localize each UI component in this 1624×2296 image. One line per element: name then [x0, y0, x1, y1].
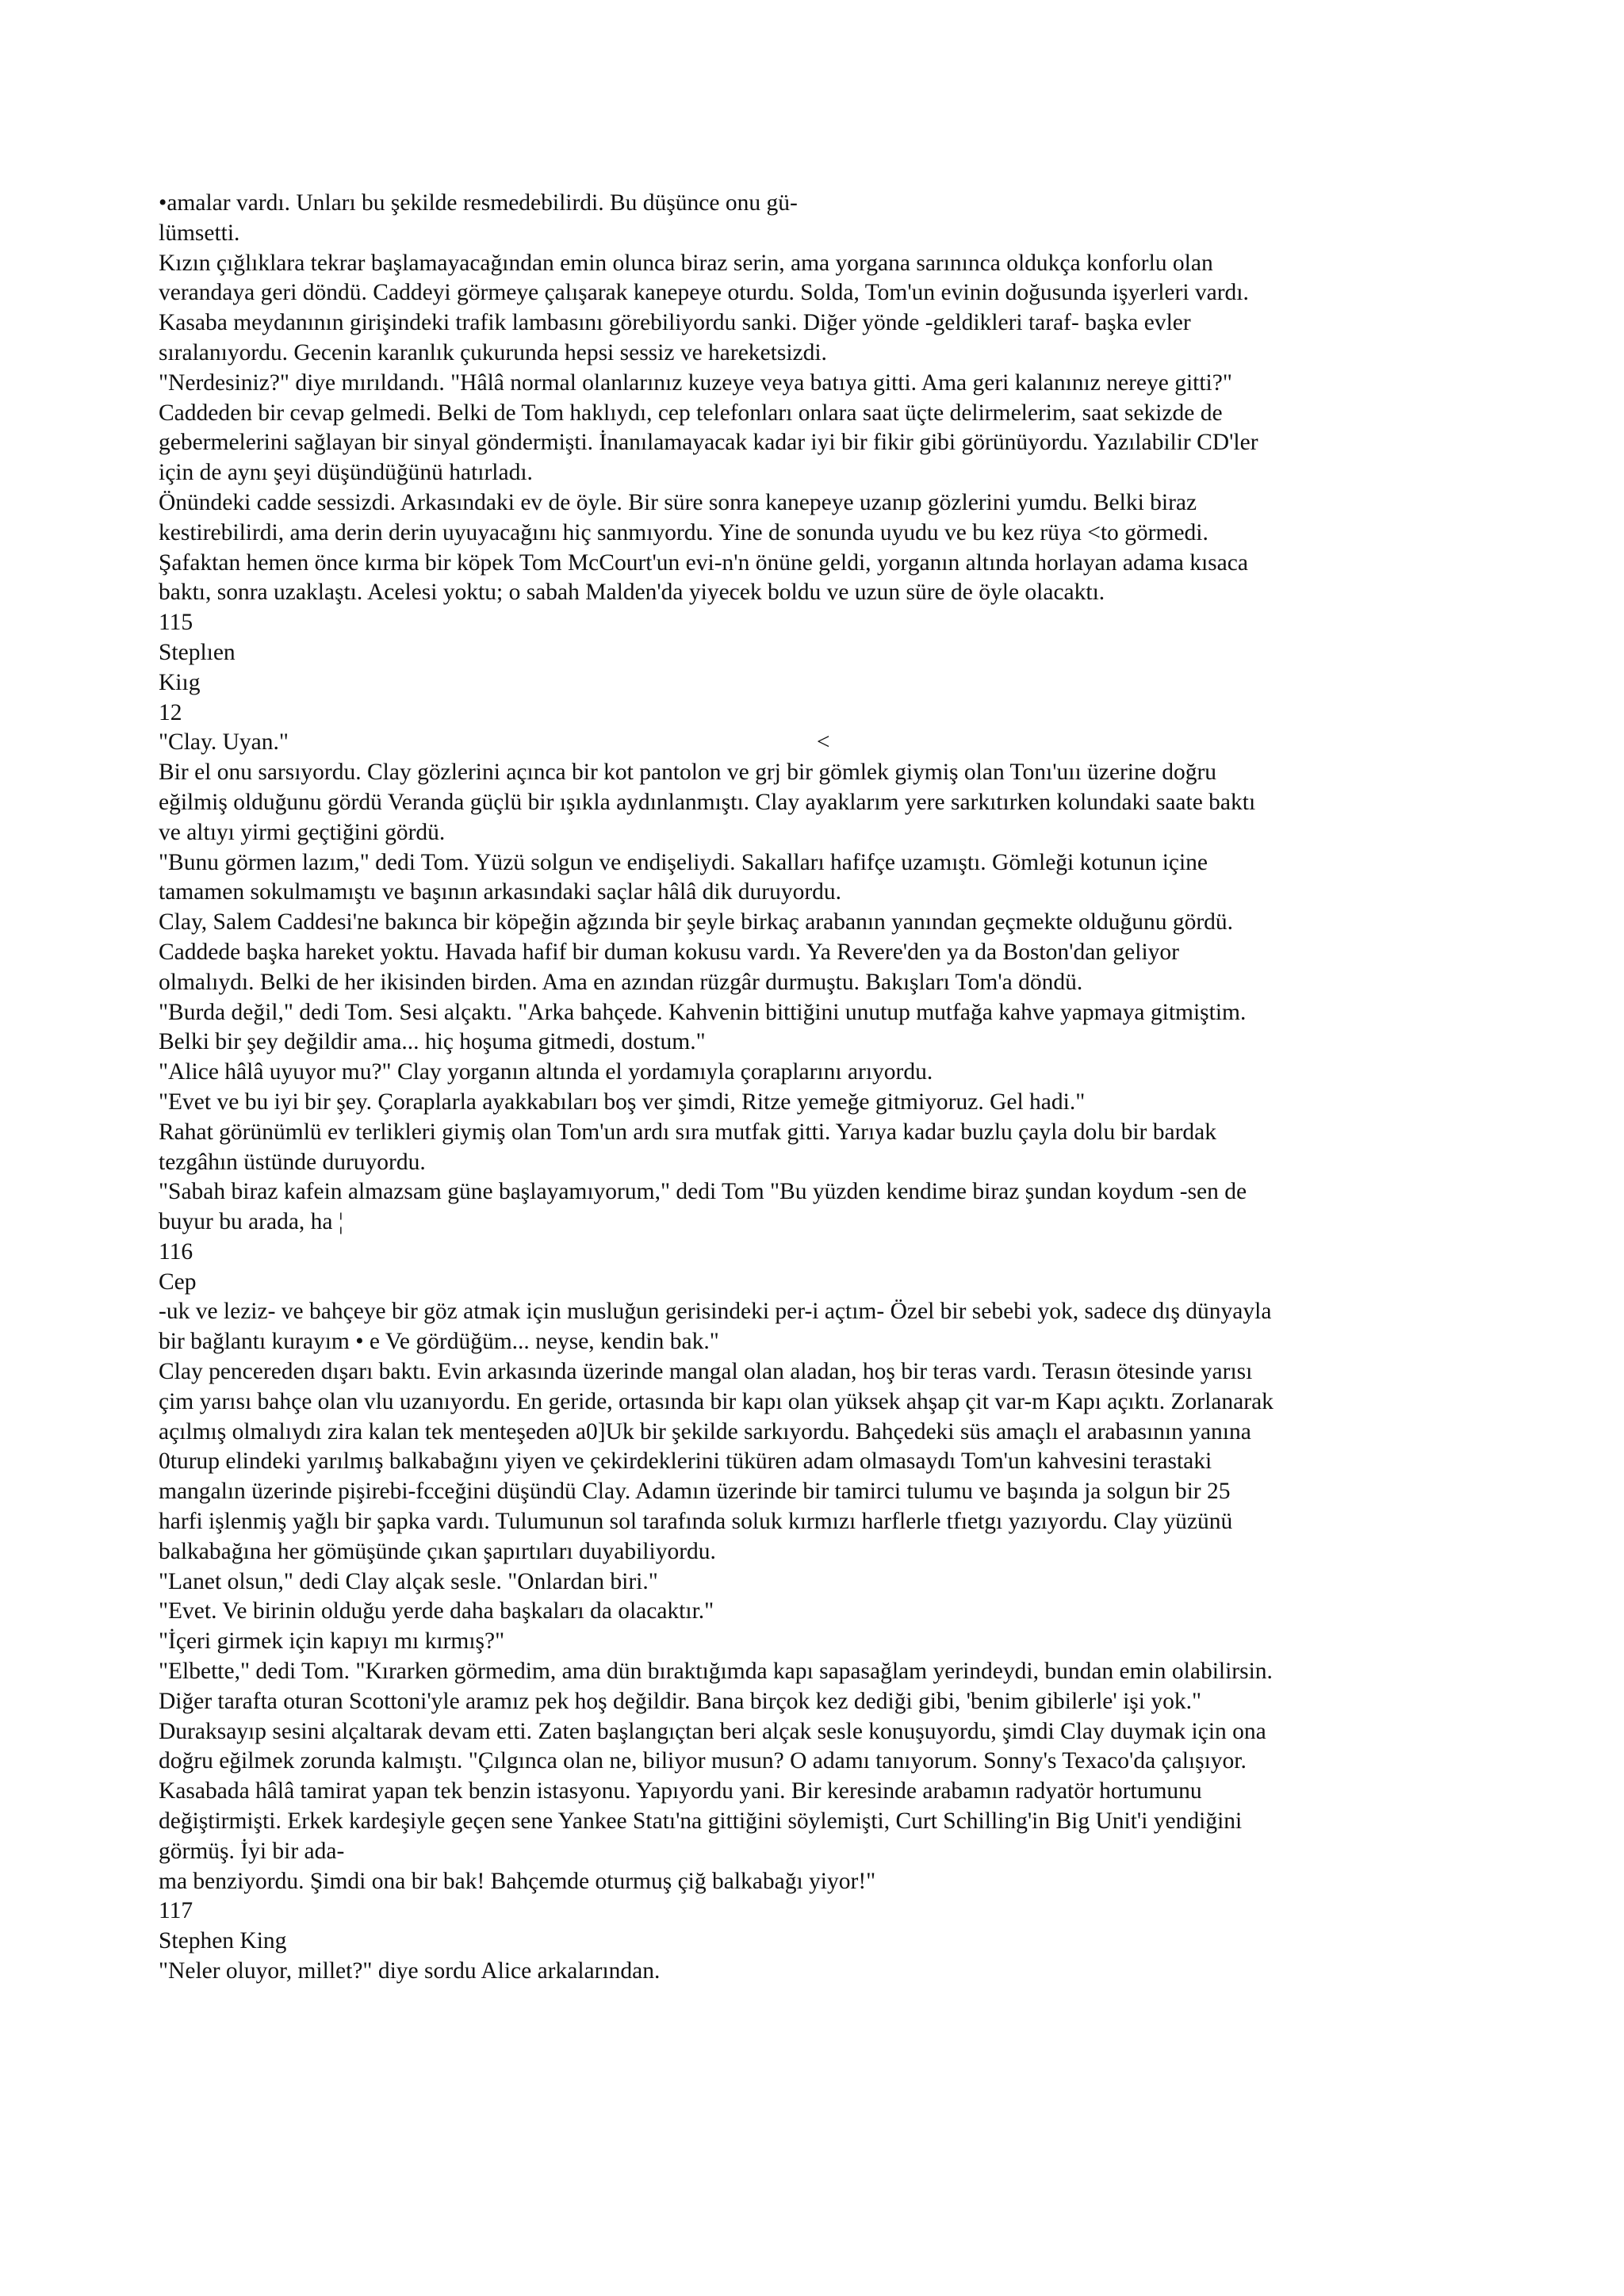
text-line: görmüş. İyi bir ada- — [159, 1838, 345, 1864]
text-line: 117 — [159, 1898, 193, 1924]
text-line: tamamen sokulmamıştı ve başının arkasındaki saçlar hâlâ dik duruyordu. — [159, 879, 842, 905]
text-line: "Bunu görmen lazım," dedi Tom. Yüzü solgun ve endişeliydi. Sakalları hafifçe uzamıştı. Gömleği kotunun içine — [159, 849, 1208, 875]
text-line: -uk ve leziz- ve bahçeye bir göz atmak için musluğun gerisindeki per-i açtım- Özel bir sebebi yok, sadece dış dünyayla — [159, 1299, 1272, 1325]
text-line: Kasabada hâlâ tamirat yapan tek benzin istasyonu. Yapıyordu yani. Bir keresinde arabamın radyatör hortumunu — [159, 1778, 1202, 1804]
text-line: ma benziyordu. Şimdi ona bir bak! Bahçemde oturmuş çiğ balkabağı yiyor!" — [159, 1868, 876, 1894]
document-page — [159, 189, 1475, 1987]
text-line: kestirebilirdi, ama derin derin uyuyacağını hiç sanmıyordu. Yine de sonunda uyudu ve bu kez rüya <to görmedi. — [159, 519, 1208, 545]
text-line: açılmış olmalıydı zira kalan tek menteşeden a0]Uk bir şekilde sarkıyordu. Bahçedeki süs amaçlı el arabasının yanına — [159, 1418, 1251, 1445]
text-line: "İçeri girmek için kapıyı mı kırmış?" — [159, 1628, 505, 1655]
text-line: ve altıyı yirmi geçtiğini gördü. — [159, 819, 446, 845]
text-line: "Alice hâlâ uyuyor mu?" Clay yorganın altında el yordamıyla çoraplarını arıyordu. — [159, 1059, 933, 1085]
text-line: •amalar vardı. Unları bu şekilde resmedebilirdi. Bu düşünce onu gü- — [159, 190, 798, 216]
text-line: Kızın çığlıklara tekrar başlamayacağından emin olunca biraz serin, ama yorgana sarınınca oldukça konforlu olan — [159, 250, 1213, 276]
text-line: Stephen King — [159, 1928, 287, 1954]
text-line: Duraksayıp sesini alçaltarak devam etti. Zaten başlangıçtan beri alçak sesle konuşuyordu, şimdi Clay duymak için ona — [159, 1718, 1266, 1744]
text-line: değiştirmişti. Erkek kardeşiyle geçen sene Yankee Statı'na gittiğini söylemişti, Curt Schilling'in Big Unit'i yendiğini — [159, 1808, 1243, 1835]
text-line: Clay, Salem Caddesi'ne bakınca bir köpeğin ağzında bir şeyle birkaç arabanın yanından geçmekte olduğunu gördü. — [159, 909, 1234, 936]
text-line: eğilmiş olduğunu gördü Veranda güçlü bir ışıkla aydınlanmıştı. Clay ayaklarım yere sarkıtırken kolundaki saate baktı — [159, 789, 1256, 815]
text-line: harfi işlenmiş yağlı bir şapka vardı. Tulumunun sol tarafında soluk kırmızı harflerle tfıetgı yazıyordu. Clay yüzünü — [159, 1509, 1233, 1535]
text-line: gebermelerini sağlayan bir sinyal göndermişti. İnanılamayacak kadar iyi bir fikir gibi görünüyordu. Yazılabilir CD'ler — [159, 430, 1258, 456]
text-line: "Burda değil," dedi Tom. Sesi alçaktı. "Arka bahçede. Kahvenin bittiğini unutup mutfağa kahve yapmaya gitmiştim. — [159, 999, 1247, 1025]
text-line: Belki bir şey değildir ama... hiç hoşuma gitmedi, dostum." — [159, 1029, 706, 1055]
running-header: Kiıg — [159, 669, 201, 695]
running-header: Cep — [159, 1269, 197, 1295]
text-line: verandaya geri döndü. Caddeyi görmeye çalışarak kanepeye oturdu. Solda, Tom'un evinin doğusunda işyerleri vardı. — [159, 280, 1249, 306]
text-line: çim yarısı bahçe olan vlu uzanıyordu. En geride, ortasında bir kapı olan yüksek ahşap çit var-m Kapı açıktı. Zorlanarak — [159, 1388, 1274, 1414]
chapter-number: 12 — [159, 699, 182, 725]
page-number: 116 — [159, 1238, 193, 1265]
text-line: "Nerdesiniz?" diye mırıldandı. "Hâlâ normal olanlarınız kuzeye veya batıya gitti. Ama geri kalanınız nereye gitti?" — [159, 369, 1232, 396]
text-line: olmalıydı. Belki de her ikisinden birden. Ama en azından rüzgâr durmuştu. Bakışları Tom'a döndü. — [159, 969, 1083, 995]
text-line: mangalın üzerinde pişirebi-fcceğini düşündü Clay. Adamın üzerinde bir tamirci tulumu ve başında ja solgun bir 25 — [159, 1479, 1231, 1505]
text-line: Önündeki cadde sessizdi. Arkasındaki ev de öyle. Bir süre sonra kanepeye uzanıp gözlerini yumdu. Belki biraz — [159, 489, 1197, 515]
page-number: "Neler oluyor, millet?" diye sordu Alice arkalarından. — [159, 1958, 661, 1984]
text-line: buyur bu arada, ha ¦ — [159, 1209, 343, 1235]
text-line: Şafaktan hemen önce kırma bir köpek Tom McCourt'un evi-n'n önüne geldi, yorganın altında horlayan adama kısaca — [159, 549, 1248, 576]
text-line: Clay pencereden dışarı baktı. Evin arkasında üzerinde mangal olan aladan, hoş bir teras vardı. Terasın ötesinde yarısı — [159, 1359, 1253, 1385]
text-line: "Evet ve bu iyi bir şey. Çoraplarla ayakkabıları boş ver şimdi, Ritze yemeğe gitmiyoruz. Gel hadi." — [159, 1089, 1086, 1115]
text-line: doğru eğilmek zorunda kalmıştı. "Çılgınca olan ne, biliyor musun? O adamı tanıyorum. Sonny's Texaco'da çalışıyor. — [159, 1748, 1247, 1774]
text-line: 0turup elindeki yarılmış balkabağını yiyen ve çekirdeklerini tüküren adam olmasaydı Tom'un kahvesini terastaki — [159, 1448, 1212, 1475]
stray-mark: < — [816, 729, 830, 756]
text-line: bir bağlantı kurayım • e Ve gördüğüm... neyse, kendin bak." — [159, 1329, 719, 1355]
text-line: lümsetti. — [159, 220, 240, 246]
text-line: baktı, sonra uzaklaştı. Acelesi yoktu; o sabah Malden'da yiyecek boldu ve uzun süre de öyle olacaktı. — [159, 580, 1105, 606]
text-line: Bir el onu sarsıyordu. Clay gözlerini açınca bir kot pantolon ve grj bir gömlek giymiş olan Tonı'uıı üzerine doğru — [159, 760, 1217, 786]
page-number: 115 — [159, 610, 193, 636]
text-line: Kasaba meydanının girişindeki trafik lambasını görebiliyordu sanki. Diğer yönde -geldikleri taraf- başka evler — [159, 310, 1191, 336]
text-line: balkabağına her gömüşünde çıkan şapırtıları duyabiliyordu. — [159, 1538, 716, 1564]
text-line: "Lanet olsun," dedi Clay alçak sesle. "Onlardan biri." — [159, 1568, 658, 1594]
text-line: Caddeden bir cevap gelmedi. Belki de Tom haklıydı, cep telefonları onlara saat üçte delirmelerim, saat sekizde de — [159, 400, 1223, 426]
text-line: "Elbette," dedi Tom. "Kırarken görmedim, ama dün bıraktığımda kapı sapasağlam yerindeydi, bundan emin olabilirsin. — [159, 1659, 1273, 1685]
text-line: için de aynı şeyi düşündüğünü hatırladı. — [159, 460, 533, 486]
text-line: tezgâhın üstünde duruyordu. — [159, 1149, 426, 1175]
text-line-content: "Clay. Uyan." — [159, 729, 289, 756]
running-header: Steplıen — [159, 639, 236, 665]
text-line: sıralanıyordu. Gecenin karanlık çukurunda hepsi sessiz ve hareketsizdi. — [159, 339, 827, 365]
text-line: Diğer tarafta oturan Scottoni'yle aramız pek hoş değildir. Bana birçok kez dediği gibi, 'benim gibilerle' işi yok." — [159, 1688, 1201, 1714]
text-line: Rahat görünümlü ev terlikleri giymiş olan Tom'un ardı sıra mutfak gitti. Yarıya kadar buzlu çayla dolu bir bardak — [159, 1119, 1216, 1145]
text-line: "Sabah biraz kafein almazsam güne başlayamıyorum," dedi Tom "Bu yüzden kendime biraz şundan koydum -sen de — [159, 1179, 1247, 1205]
text-line: Caddede başka hareket yoktu. Havada hafif bir duman kokusu vardı. Ya Revere'den ya da Boston'dan geliyor — [159, 939, 1179, 965]
text-line — [159, 728, 1475, 758]
text-line: "Evet. Ve birinin olduğu yerde daha başkaları da olacaktır." — [159, 1598, 714, 1624]
